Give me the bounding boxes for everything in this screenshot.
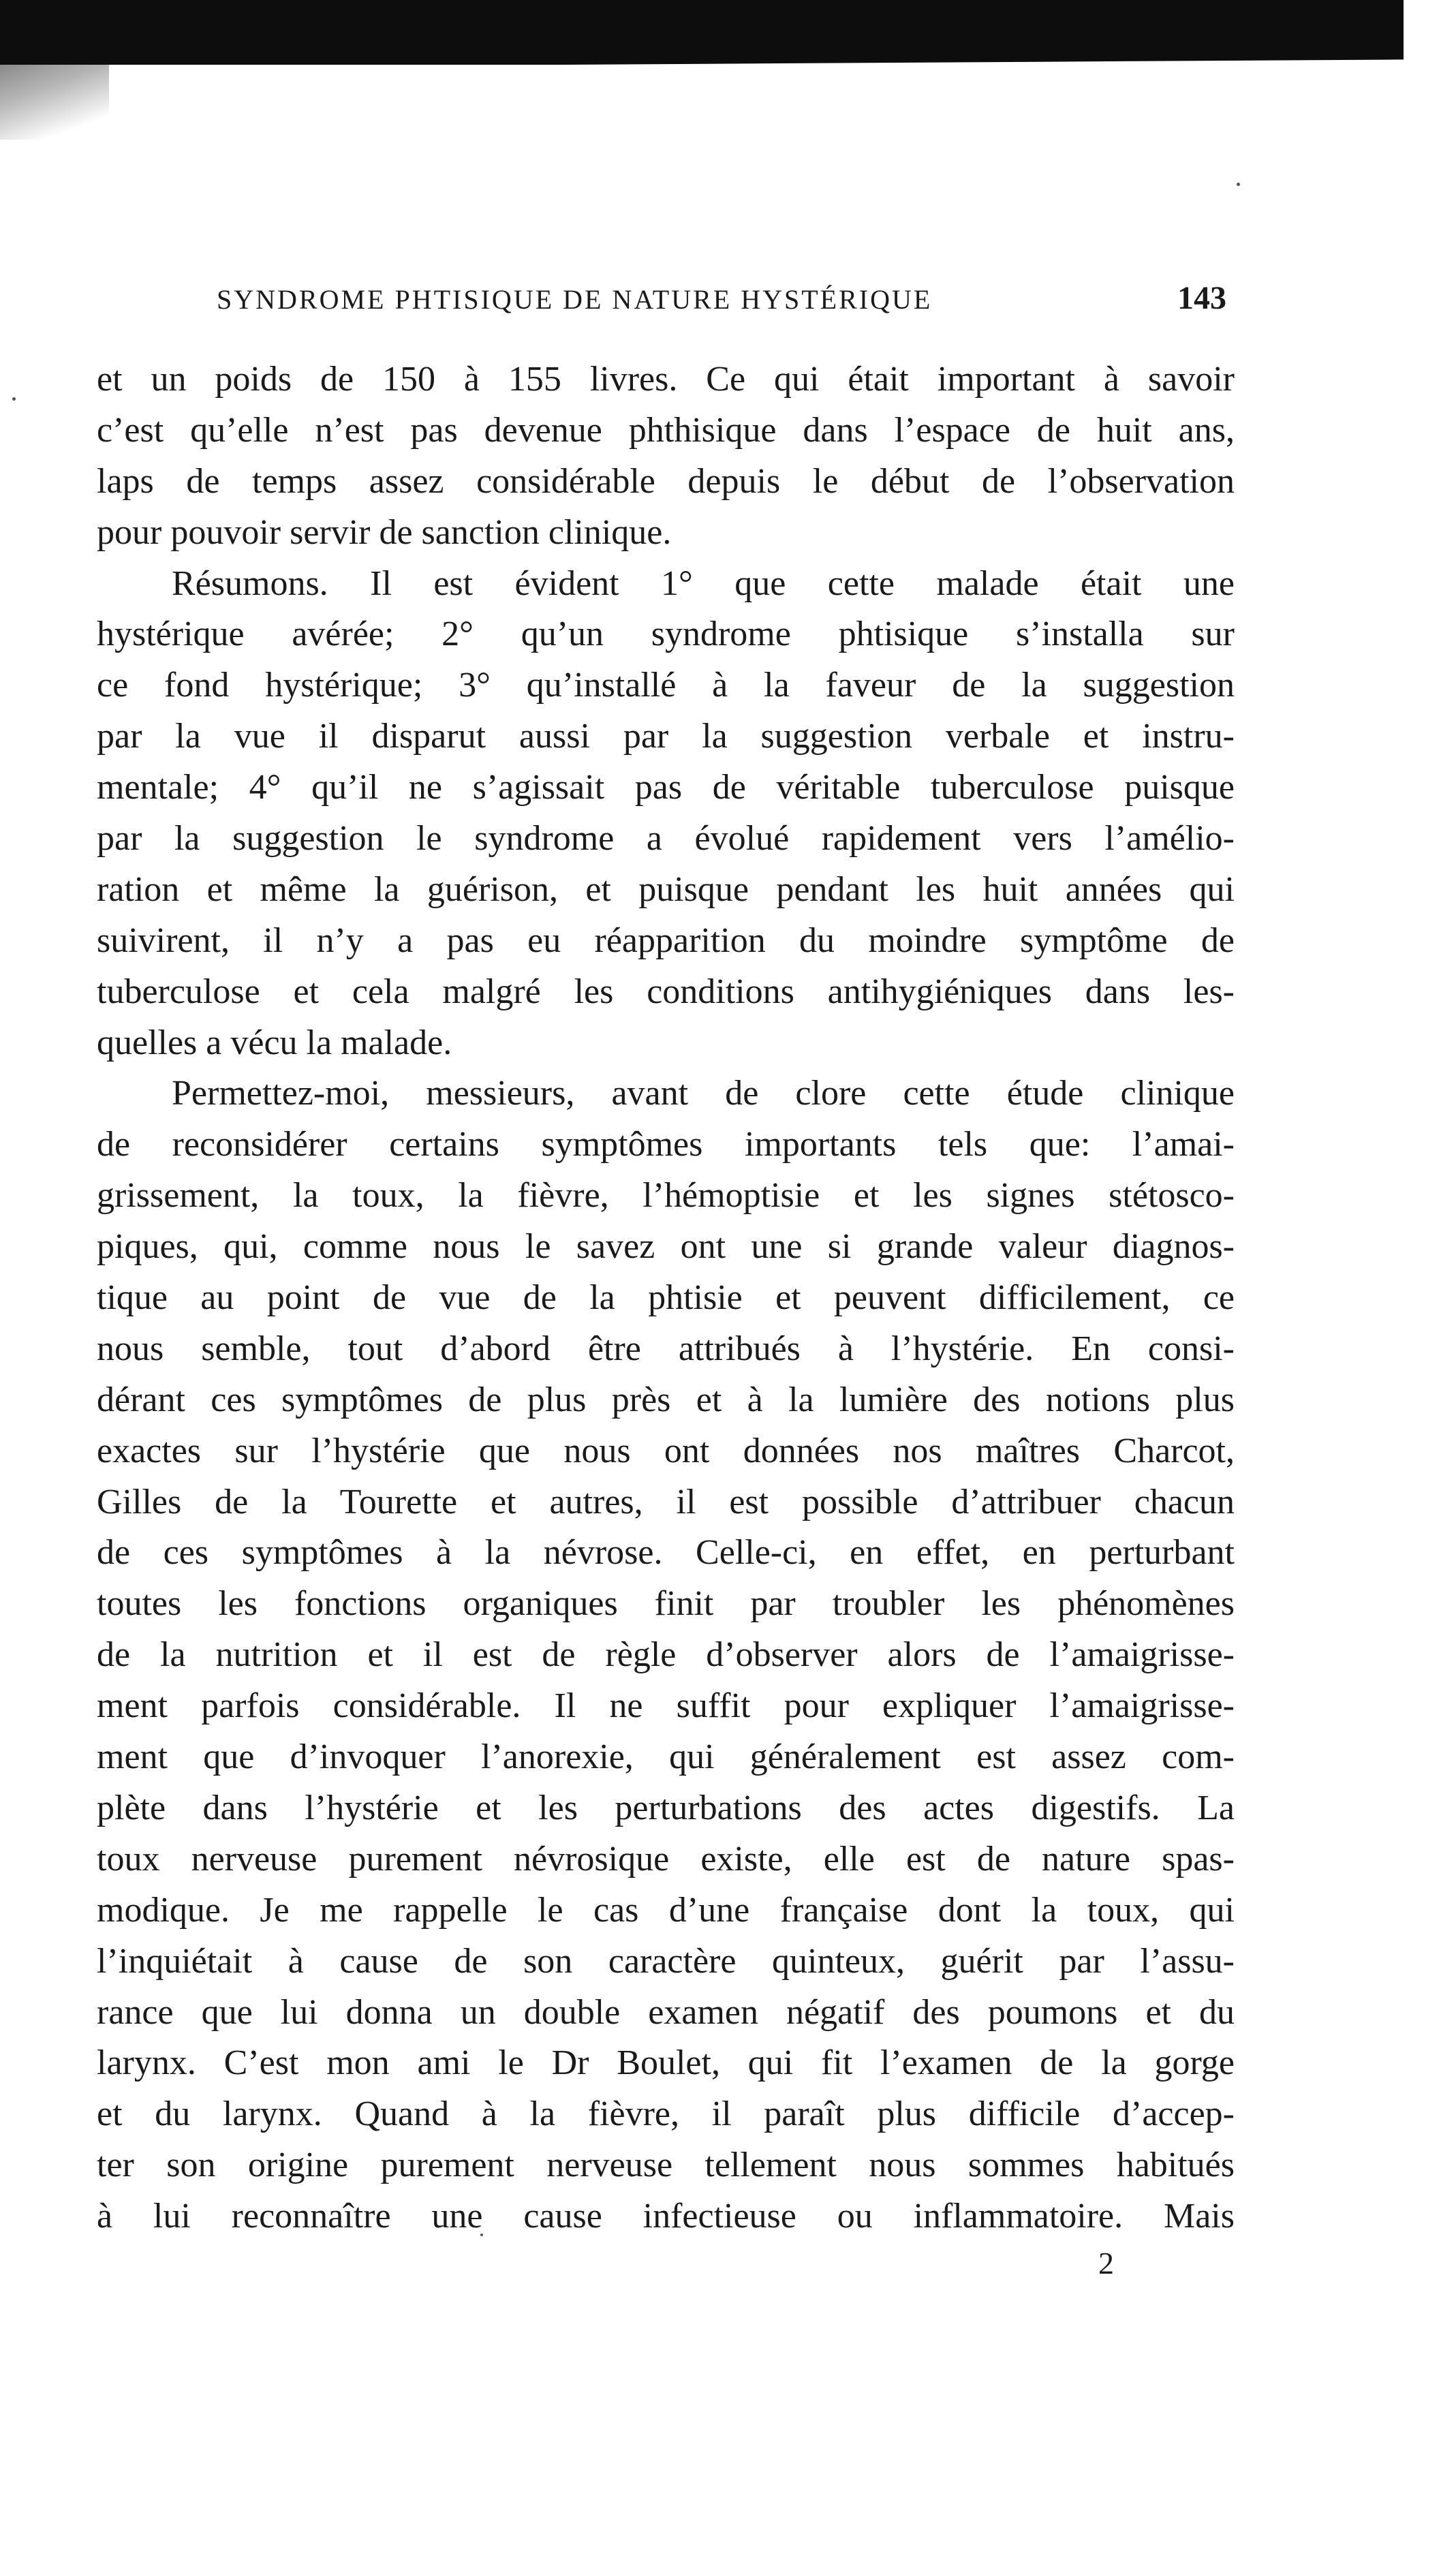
text-line: grissement, la toux, la fièvre, l’hémoptisie et les signes stétosco- bbox=[97, 1176, 1235, 1216]
text-line: tique au point de vue de la phtisie et peuvent difficilement, ce bbox=[97, 1278, 1235, 1318]
text-line: de reconsidérer certains symptômes importants tels que: l’amai- bbox=[97, 1125, 1235, 1164]
scan-speck bbox=[12, 397, 16, 401]
text-line: toux nerveuse purement névrosique existe, elle est de nature spas- bbox=[97, 1839, 1235, 1879]
text-line: suivirent, il n’y a pas eu réapparition du moindre symptôme de bbox=[97, 921, 1235, 960]
scan-speck bbox=[1237, 183, 1240, 186]
text-line: exactes sur l’hystérie que nous ont données nos maîtres Charcot, bbox=[97, 1431, 1235, 1470]
text-line: larynx. C’est mon ami le Dr Boulet, qui fit l’examen de la gorge bbox=[97, 2043, 1235, 2083]
text-line: pour pouvoir servir de sanction clinique. bbox=[97, 512, 672, 552]
text-line: toutes les fonctions organiques finit par troubler les phénomènes bbox=[97, 1584, 1235, 1624]
text-line: à lui reconnaître une cause infectieuse ou inflammatoire. Mais bbox=[97, 2197, 1235, 2236]
text-line: et un poids de 150 à 155 livres. Ce qui était important à savoir bbox=[97, 360, 1235, 399]
text-line: de ces symptômes à la névrose. Celle-ci, en effet, en perturbant bbox=[97, 1533, 1235, 1573]
text-line: de la nutrition et il est de règle d’observer alors de l’amaigrisse- bbox=[97, 1635, 1235, 1675]
text-line: par la vue il disparut aussi par la suggestion verbale et instru- bbox=[97, 717, 1235, 756]
text-line: modique. Je me rappelle le cas d’une française dont la toux, qui bbox=[97, 1890, 1235, 1930]
text-line: Gilles de la Tourette et autres, il est possible d’attribuer chacun bbox=[97, 1482, 1235, 1521]
text-line: plète dans l’hystérie et les perturbations des actes digestifs. La bbox=[97, 1788, 1235, 1827]
text-line: mentale; 4° qu’il ne s’agissait pas de véritable tuberculose puisque bbox=[97, 768, 1235, 807]
text-line: dérant ces symptômes de plus près et à la lumière des notions plus bbox=[97, 1380, 1235, 1419]
text-line: nous semble, tout d’abord être attribués à l’hystérie. En consi- bbox=[97, 1329, 1235, 1368]
text-line: ce fond hystérique; 3° qu’installé à la faveur de la suggestion bbox=[97, 666, 1235, 705]
running-head bbox=[217, 279, 1226, 320]
text-line: quelles a vécu la malade. bbox=[97, 1023, 452, 1062]
scan-edge-shadow bbox=[0, 0, 1404, 65]
page-number: 143 bbox=[1177, 280, 1226, 316]
text-line: ment que d’invoquer l’anorexie, qui généralement est assez com- bbox=[97, 1737, 1235, 1777]
text-line: par la suggestion le syndrome a évolué rapidement vers l’amélio- bbox=[97, 819, 1235, 859]
text-line: l’inquiétait à cause de son caractère quinteux, guérit par l’assu- bbox=[97, 1941, 1235, 1981]
text-line: Résumons. Il est évident 1° que cette malade était une bbox=[172, 563, 1235, 603]
scan-smudge bbox=[0, 65, 109, 140]
text-line: laps de temps assez considérable depuis le début de l’observation bbox=[97, 461, 1235, 501]
text-line: ter son origine purement nerveuse tellement nous sommes habitués bbox=[97, 2146, 1235, 2185]
signature-mark: 2 bbox=[1098, 2246, 1114, 2281]
running-title: SYNDROME PHTISIQUE DE NATURE HYSTÉRIQUE bbox=[217, 284, 933, 315]
text-line: ration et même la guérison, et puisque pendant les huit années qui bbox=[97, 869, 1235, 909]
body-text bbox=[97, 354, 1235, 2242]
text-line: et du larynx. Quand à la fièvre, il paraît plus difficile d’accep- bbox=[97, 2094, 1235, 2134]
text-line: rance que lui donna un double examen négatif des poumons et du bbox=[97, 1992, 1235, 2032]
text-line: ment parfois considérable. Il ne suffit pour expliquer l’amaigrisse- bbox=[97, 1686, 1235, 1726]
text-line: c’est qu’elle n’est pas devenue phthisique dans l’espace de huit ans, bbox=[97, 410, 1235, 450]
text-line: piques, qui, comme nous le savez ont une si grande valeur diagnos- bbox=[97, 1227, 1235, 1267]
text-line: tuberculose et cela malgré les conditions antihygiéniques dans les- bbox=[97, 972, 1235, 1011]
text-line: Permettez-moi, messieurs, avant de clore cette étude clinique bbox=[172, 1074, 1235, 1113]
text-line: hystérique avérée; 2° qu’un syndrome phtisique s’installa sur bbox=[97, 615, 1235, 654]
